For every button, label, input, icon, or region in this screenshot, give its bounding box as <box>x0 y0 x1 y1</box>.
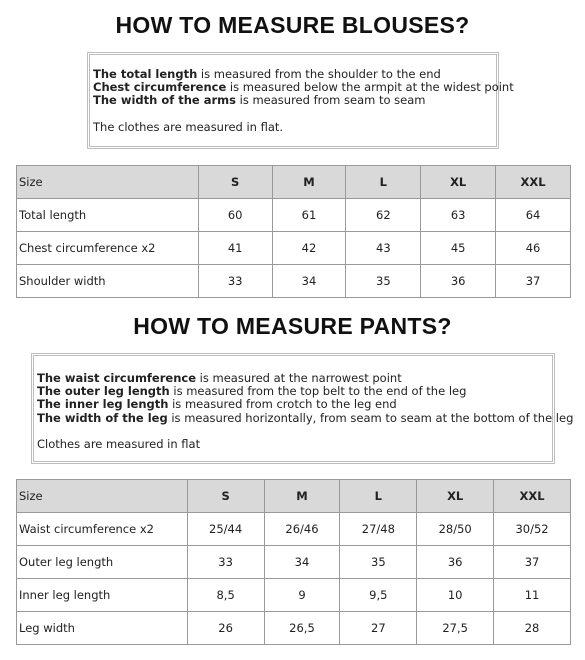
instruction-line <box>93 94 496 107</box>
table-cell: 33 <box>187 546 264 579</box>
table-cell: 27,5 <box>417 612 494 645</box>
header-cell: M <box>264 480 340 513</box>
header-cell: L <box>340 480 417 513</box>
table-cell: 35 <box>340 546 417 579</box>
table-cell: 8,5 <box>187 579 264 612</box>
table-cell: 41 <box>198 232 272 265</box>
table-cell: 62 <box>346 199 421 232</box>
row-label: Waist circumference x2 <box>17 513 188 546</box>
instruction-text: is measured below the armpit at the widest point <box>226 80 514 95</box>
table-cell: 43 <box>346 232 421 265</box>
table-cell: 26 <box>187 612 264 645</box>
table-cell: 64 <box>496 199 571 232</box>
header-cell: XL <box>417 480 494 513</box>
row-label: Outer leg length <box>17 546 188 579</box>
table-cell: 35 <box>346 265 421 298</box>
instruction-text: is measured horizontally, from seam to seam at the bottom of the leg <box>167 410 574 425</box>
instruction-term: The width of the arms <box>93 93 236 108</box>
header-cell: L <box>346 166 421 199</box>
blouses-size-table <box>16 165 571 298</box>
row-label: Shoulder width <box>17 265 199 298</box>
row-label: Leg width <box>17 612 188 645</box>
row-label: Total length <box>17 199 199 232</box>
table-row <box>17 265 571 298</box>
table-cell: 25/44 <box>187 513 264 546</box>
instruction-text: is measured from crotch to the leg end <box>168 397 397 412</box>
table-row <box>17 232 571 265</box>
header-cell: XL <box>421 166 496 199</box>
header-cell: Size <box>17 166 199 199</box>
table-cell: 61 <box>272 199 346 232</box>
instruction-text: is measured from the top belt to the end of the leg <box>169 384 467 399</box>
table-cell: 11 <box>494 579 571 612</box>
table-cell: 37 <box>496 265 571 298</box>
header-cell: M <box>272 166 346 199</box>
header-cell: S <box>187 480 264 513</box>
table-header-row <box>17 166 571 199</box>
table-cell: 36 <box>421 265 496 298</box>
table-row <box>17 546 571 579</box>
instruction-text: is measured from seam to seam <box>235 93 426 108</box>
instruction-text: is measured at the narrowest point <box>196 371 402 385</box>
instruction-term: The width of the leg <box>37 410 168 425</box>
pants-instructions <box>31 353 574 464</box>
table-cell: 9 <box>264 579 340 612</box>
table-cell: 46 <box>496 232 571 265</box>
instruction-term: The inner leg length <box>37 397 169 412</box>
table-cell: 36 <box>417 546 494 579</box>
table-row <box>17 612 571 645</box>
table-cell: 63 <box>421 199 496 232</box>
instruction-term: The waist circumference <box>37 371 197 385</box>
header-cell: S <box>198 166 272 199</box>
table-cell: 33 <box>198 265 272 298</box>
table-cell: 60 <box>198 199 272 232</box>
table-cell: 10 <box>417 579 494 612</box>
table-cell: 26,5 <box>264 612 340 645</box>
table-cell: 45 <box>421 232 496 265</box>
table-cell: 34 <box>264 546 340 579</box>
header-cell: XXL <box>496 166 571 199</box>
header-cell: XXL <box>494 480 571 513</box>
instruction-note: Clothes are measured in flat <box>37 436 201 451</box>
table-cell: 9,5 <box>340 579 417 612</box>
table-row <box>17 579 571 612</box>
table-cell: 26/46 <box>264 513 340 546</box>
instruction-line <box>37 410 574 425</box>
blouses-title: HOW TO MEASURE BLOUSES? <box>115 12 470 38</box>
instruction-term: The total length <box>93 67 198 81</box>
row-label: Inner leg length <box>17 579 188 612</box>
table-cell: 27 <box>340 612 417 645</box>
pants-size-table <box>16 479 571 645</box>
table-row <box>17 513 571 546</box>
table-cell: 30/52 <box>494 513 571 546</box>
table-cell: 42 <box>272 232 346 265</box>
table-cell: 27/48 <box>340 513 417 546</box>
instruction-note: The clothes are measured in flat. <box>93 119 284 134</box>
instruction-term: The outer leg length <box>37 384 170 399</box>
header-cell: Size <box>17 480 188 513</box>
table-row <box>17 199 571 232</box>
table-header-row <box>17 480 571 513</box>
instruction-term: Chest circumference <box>93 80 227 95</box>
instruction-text: is measured from the shoulder to the end <box>197 67 441 81</box>
pants-title: HOW TO MEASURE PANTS? <box>133 313 452 339</box>
table-cell: 28/50 <box>417 513 494 546</box>
table-cell: 34 <box>272 265 346 298</box>
table-cell: 37 <box>494 546 571 579</box>
blouses-instructions <box>87 52 514 149</box>
row-label: Chest circumference x2 <box>17 232 199 265</box>
table-cell: 28 <box>494 612 571 645</box>
